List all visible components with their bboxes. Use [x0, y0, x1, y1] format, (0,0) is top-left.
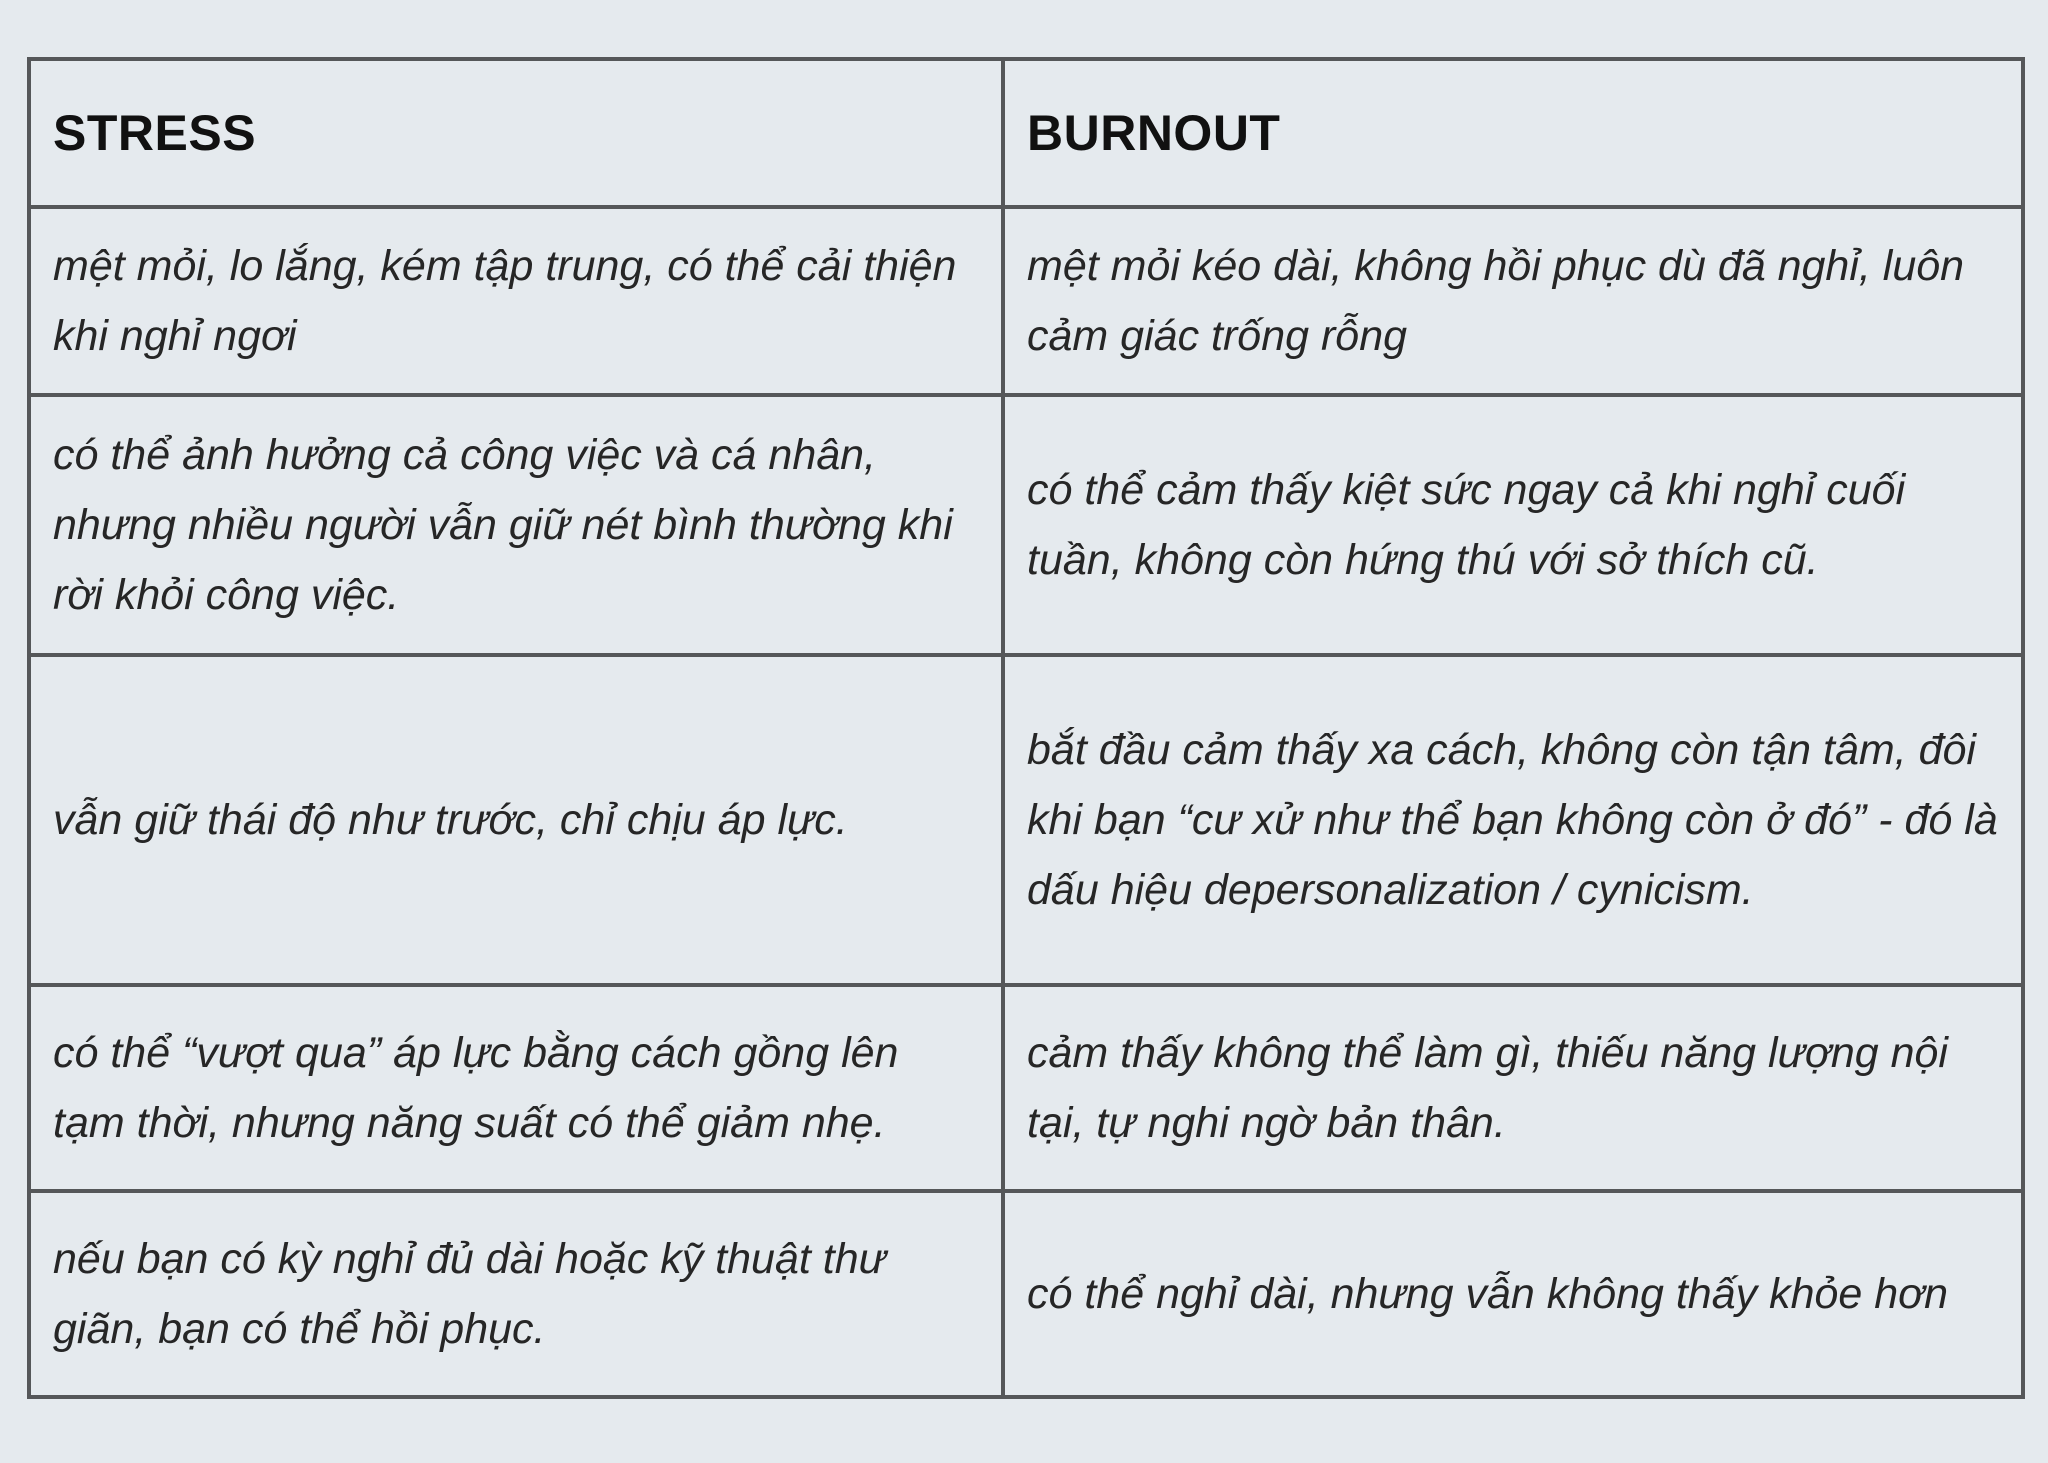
stress-cell: mệt mỏi, lo lắng, kém tập trung, có thể cải thiện khi nghỉ ngơi: [29, 207, 1003, 395]
stress-cell: nếu bạn có kỳ nghỉ đủ dài hoặc kỹ thuật thư giãn, bạn có thể hồi phục.: [29, 1191, 1003, 1397]
burnout-cell: có thể cảm thấy kiệt sức ngay cả khi nghỉ cuối tuần, không còn hứng thú với sở thích cũ.: [1003, 395, 2023, 655]
table-row: [29, 395, 2023, 655]
stress-burnout-comparison-table: [27, 57, 2025, 1399]
stress-cell: vẫn giữ thái độ như trước, chỉ chịu áp lực.: [29, 655, 1003, 985]
table-row: [29, 207, 2023, 395]
burnout-cell: bắt đầu cảm thấy xa cách, không còn tận tâm, đôi khi bạn “cư xử như thể bạn không còn ở đó” - đó là dấu hiệu depersonalization / cynicism.: [1003, 655, 2023, 985]
burnout-cell: mệt mỏi kéo dài, không hồi phục dù đã nghỉ, luôn cảm giác trống rỗng: [1003, 207, 2023, 395]
table-row: [29, 985, 2023, 1191]
header-stress: STRESS: [29, 59, 1003, 207]
burnout-cell: có thể nghỉ dài, nhưng vẫn không thấy khỏe hơn: [1003, 1191, 2023, 1397]
header-row: [29, 59, 2023, 207]
stress-cell: có thể “vượt qua” áp lực bằng cách gồng lên tạm thời, nhưng năng suất có thể giảm nhẹ.: [29, 985, 1003, 1191]
table-row: [29, 1191, 2023, 1397]
burnout-cell: cảm thấy không thể làm gì, thiếu năng lượng nội tại, tự nghi ngờ bản thân.: [1003, 985, 2023, 1191]
header-burnout: BURNOUT: [1003, 59, 2023, 207]
table-row: [29, 655, 2023, 985]
stress-cell: có thể ảnh hưởng cả công việc và cá nhân, nhưng nhiều người vẫn giữ nét bình thường khi rời khỏi công việc.: [29, 395, 1003, 655]
